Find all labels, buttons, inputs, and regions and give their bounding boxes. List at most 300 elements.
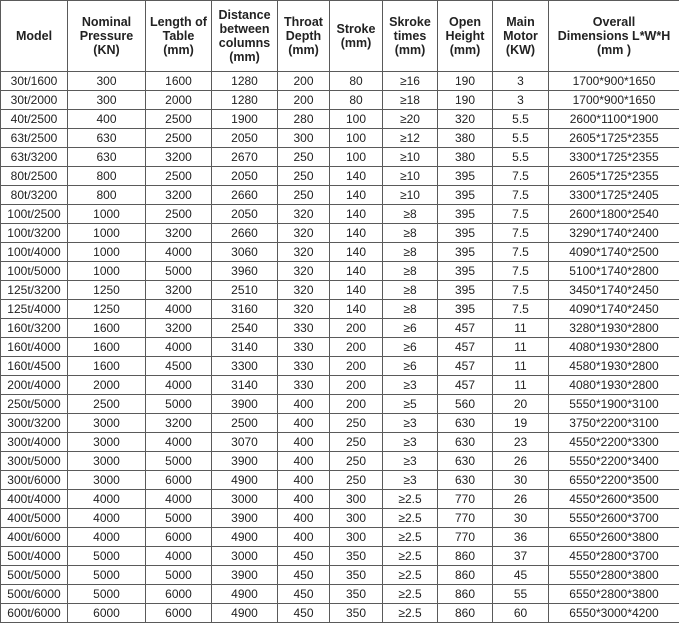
cell-overall-dimensions: 3300*1725*2355	[549, 148, 679, 167]
cell-main-motor: 7.5	[493, 186, 549, 205]
cell-throat-depth: 200	[278, 72, 330, 91]
header-stroke: Stroke (mm)	[330, 1, 383, 72]
cell-model: 80t/2500	[1, 167, 68, 186]
cell-main-motor: 7.5	[493, 205, 549, 224]
cell-distance-between-columns: 3160	[212, 300, 278, 319]
cell-main-motor: 7.5	[493, 262, 549, 281]
cell-model: 500t/5000	[1, 566, 68, 585]
table-row	[1, 281, 679, 300]
cell-stroke: 140	[330, 167, 383, 186]
cell-stroke: 250	[330, 471, 383, 490]
table-body	[1, 72, 679, 623]
table-row	[1, 566, 679, 585]
cell-open-height: 630	[438, 414, 493, 433]
cell-nominal-pressure: 1000	[68, 224, 146, 243]
cell-nominal-pressure: 1600	[68, 319, 146, 338]
cell-main-motor: 26	[493, 490, 549, 509]
cell-length-of-table: 6000	[146, 471, 212, 490]
cell-overall-dimensions: 5100*1740*2800	[549, 262, 679, 281]
cell-overall-dimensions: 1700*900*1650	[549, 72, 679, 91]
cell-stroke: 100	[330, 129, 383, 148]
cell-stroke: 200	[330, 357, 383, 376]
cell-stroke-times: ≥3	[383, 376, 438, 395]
cell-length-of-table: 2500	[146, 205, 212, 224]
header-stroke-times: Skroke times (mm)	[383, 1, 438, 72]
cell-distance-between-columns: 2670	[212, 148, 278, 167]
cell-overall-dimensions: 3300*1725*2405	[549, 186, 679, 205]
cell-stroke-times: ≥6	[383, 338, 438, 357]
cell-length-of-table: 5000	[146, 452, 212, 471]
table-row	[1, 91, 679, 110]
cell-nominal-pressure: 1000	[68, 262, 146, 281]
cell-distance-between-columns: 3000	[212, 547, 278, 566]
cell-length-of-table: 3200	[146, 186, 212, 205]
table-row	[1, 338, 679, 357]
cell-model: 63t/3200	[1, 148, 68, 167]
cell-distance-between-columns: 4900	[212, 471, 278, 490]
cell-distance-between-columns: 3140	[212, 338, 278, 357]
cell-nominal-pressure: 2000	[68, 376, 146, 395]
cell-model: 600t/6000	[1, 604, 68, 623]
cell-stroke: 350	[330, 566, 383, 585]
cell-overall-dimensions: 3290*1740*2400	[549, 224, 679, 243]
cell-overall-dimensions: 2605*1725*2355	[549, 167, 679, 186]
cell-length-of-table: 4000	[146, 433, 212, 452]
cell-model: 400t/5000	[1, 509, 68, 528]
cell-stroke: 200	[330, 376, 383, 395]
cell-stroke-times: ≥8	[383, 205, 438, 224]
cell-nominal-pressure: 1600	[68, 357, 146, 376]
cell-length-of-table: 6000	[146, 604, 212, 623]
cell-distance-between-columns: 3070	[212, 433, 278, 452]
cell-open-height: 395	[438, 167, 493, 186]
header-model: Model	[1, 1, 68, 72]
cell-nominal-pressure: 3000	[68, 471, 146, 490]
cell-length-of-table: 4000	[146, 243, 212, 262]
cell-open-height: 395	[438, 205, 493, 224]
cell-overall-dimensions: 6550*2800*3800	[549, 585, 679, 604]
cell-nominal-pressure: 4000	[68, 509, 146, 528]
cell-distance-between-columns: 2050	[212, 129, 278, 148]
cell-overall-dimensions: 4090*1740*2450	[549, 300, 679, 319]
cell-stroke-times: ≥18	[383, 91, 438, 110]
cell-stroke: 140	[330, 224, 383, 243]
cell-throat-depth: 300	[278, 129, 330, 148]
cell-main-motor: 7.5	[493, 281, 549, 300]
cell-main-motor: 11	[493, 319, 549, 338]
cell-overall-dimensions: 6550*2200*3500	[549, 471, 679, 490]
cell-throat-depth: 400	[278, 471, 330, 490]
cell-stroke-times: ≥2.5	[383, 604, 438, 623]
cell-distance-between-columns: 1280	[212, 91, 278, 110]
table-row	[1, 186, 679, 205]
cell-nominal-pressure: 3000	[68, 433, 146, 452]
cell-nominal-pressure: 3000	[68, 414, 146, 433]
cell-length-of-table: 4000	[146, 300, 212, 319]
cell-throat-depth: 200	[278, 91, 330, 110]
cell-overall-dimensions: 3750*2200*3100	[549, 414, 679, 433]
cell-main-motor: 30	[493, 509, 549, 528]
cell-throat-depth: 400	[278, 490, 330, 509]
header-row	[1, 1, 679, 72]
cell-throat-depth: 250	[278, 148, 330, 167]
cell-main-motor: 30	[493, 471, 549, 490]
cell-length-of-table: 6000	[146, 528, 212, 547]
cell-distance-between-columns: 2660	[212, 186, 278, 205]
cell-overall-dimensions: 4580*1930*2800	[549, 357, 679, 376]
cell-model: 100t/4000	[1, 243, 68, 262]
cell-stroke-times: ≥6	[383, 319, 438, 338]
cell-open-height: 630	[438, 433, 493, 452]
cell-nominal-pressure: 1250	[68, 300, 146, 319]
cell-distance-between-columns: 1900	[212, 110, 278, 129]
header-open-height: Open Height (mm)	[438, 1, 493, 72]
cell-length-of-table: 4000	[146, 338, 212, 357]
cell-nominal-pressure: 5000	[68, 547, 146, 566]
cell-distance-between-columns: 3000	[212, 490, 278, 509]
cell-overall-dimensions: 4550*2800*3700	[549, 547, 679, 566]
cell-open-height: 860	[438, 604, 493, 623]
cell-length-of-table: 4000	[146, 376, 212, 395]
cell-length-of-table: 3200	[146, 148, 212, 167]
cell-overall-dimensions: 4550*2200*3300	[549, 433, 679, 452]
cell-throat-depth: 330	[278, 338, 330, 357]
cell-distance-between-columns: 2050	[212, 205, 278, 224]
cell-throat-depth: 330	[278, 376, 330, 395]
cell-stroke: 200	[330, 338, 383, 357]
cell-throat-depth: 320	[278, 300, 330, 319]
cell-stroke-times: ≥2.5	[383, 566, 438, 585]
cell-stroke: 250	[330, 433, 383, 452]
table-row	[1, 167, 679, 186]
table-row	[1, 528, 679, 547]
table-row	[1, 376, 679, 395]
cell-model: 160t/4500	[1, 357, 68, 376]
cell-main-motor: 11	[493, 376, 549, 395]
cell-model: 500t/4000	[1, 547, 68, 566]
cell-distance-between-columns: 4900	[212, 585, 278, 604]
cell-throat-depth: 320	[278, 281, 330, 300]
cell-model: 300t/3200	[1, 414, 68, 433]
cell-open-height: 190	[438, 72, 493, 91]
cell-nominal-pressure: 630	[68, 148, 146, 167]
table-row	[1, 319, 679, 338]
cell-stroke-times: ≥5	[383, 395, 438, 414]
cell-open-height: 190	[438, 91, 493, 110]
cell-open-height: 320	[438, 110, 493, 129]
header-nominal-pressure: Nominal Pressure (KN)	[68, 1, 146, 72]
cell-stroke: 300	[330, 490, 383, 509]
cell-distance-between-columns: 3060	[212, 243, 278, 262]
cell-throat-depth: 320	[278, 224, 330, 243]
cell-stroke: 250	[330, 414, 383, 433]
cell-throat-depth: 450	[278, 604, 330, 623]
cell-open-height: 380	[438, 129, 493, 148]
cell-model: 500t/6000	[1, 585, 68, 604]
cell-model: 63t/2500	[1, 129, 68, 148]
cell-stroke: 350	[330, 585, 383, 604]
cell-throat-depth: 320	[278, 243, 330, 262]
cell-throat-depth: 450	[278, 585, 330, 604]
cell-length-of-table: 3200	[146, 414, 212, 433]
table-row	[1, 490, 679, 509]
cell-open-height: 860	[438, 547, 493, 566]
table-row	[1, 72, 679, 91]
cell-overall-dimensions: 6550*2600*3800	[549, 528, 679, 547]
cell-distance-between-columns: 2540	[212, 319, 278, 338]
cell-open-height: 395	[438, 243, 493, 262]
table-row	[1, 224, 679, 243]
cell-main-motor: 26	[493, 452, 549, 471]
table-row	[1, 414, 679, 433]
cell-model: 200t/4000	[1, 376, 68, 395]
cell-main-motor: 7.5	[493, 167, 549, 186]
cell-length-of-table: 1600	[146, 72, 212, 91]
cell-main-motor: 7.5	[493, 224, 549, 243]
cell-throat-depth: 400	[278, 509, 330, 528]
cell-model: 125t/4000	[1, 300, 68, 319]
cell-overall-dimensions: 2600*1100*1900	[549, 110, 679, 129]
cell-nominal-pressure: 5000	[68, 585, 146, 604]
cell-stroke-times: ≥2.5	[383, 528, 438, 547]
cell-stroke-times: ≥8	[383, 300, 438, 319]
cell-distance-between-columns: 2050	[212, 167, 278, 186]
cell-model: 160t/4000	[1, 338, 68, 357]
cell-distance-between-columns: 3900	[212, 566, 278, 585]
cell-main-motor: 20	[493, 395, 549, 414]
header-distance-between-columns: Distance between columns (mm)	[212, 1, 278, 72]
cell-nominal-pressure: 300	[68, 91, 146, 110]
cell-open-height: 860	[438, 585, 493, 604]
cell-stroke-times: ≥8	[383, 262, 438, 281]
cell-overall-dimensions: 4080*1930*2800	[549, 376, 679, 395]
cell-nominal-pressure: 400	[68, 110, 146, 129]
cell-distance-between-columns: 3960	[212, 262, 278, 281]
cell-stroke-times: ≥3	[383, 471, 438, 490]
cell-open-height: 770	[438, 528, 493, 547]
cell-open-height: 560	[438, 395, 493, 414]
cell-stroke: 80	[330, 91, 383, 110]
cell-nominal-pressure: 630	[68, 129, 146, 148]
cell-model: 400t/6000	[1, 528, 68, 547]
cell-throat-depth: 320	[278, 205, 330, 224]
cell-stroke-times: ≥2.5	[383, 585, 438, 604]
cell-model: 300t/4000	[1, 433, 68, 452]
cell-open-height: 457	[438, 376, 493, 395]
cell-stroke: 140	[330, 281, 383, 300]
cell-open-height: 860	[438, 566, 493, 585]
cell-open-height: 395	[438, 300, 493, 319]
cell-stroke-times: ≥3	[383, 414, 438, 433]
cell-open-height: 630	[438, 452, 493, 471]
cell-open-height: 770	[438, 509, 493, 528]
cell-open-height: 395	[438, 186, 493, 205]
cell-length-of-table: 3200	[146, 224, 212, 243]
cell-stroke: 140	[330, 243, 383, 262]
cell-stroke: 140	[330, 262, 383, 281]
cell-nominal-pressure: 800	[68, 186, 146, 205]
cell-throat-depth: 400	[278, 414, 330, 433]
cell-length-of-table: 2500	[146, 167, 212, 186]
cell-stroke-times: ≥20	[383, 110, 438, 129]
cell-open-height: 395	[438, 281, 493, 300]
cell-model: 300t/5000	[1, 452, 68, 471]
table-row	[1, 110, 679, 129]
cell-overall-dimensions: 2605*1725*2355	[549, 129, 679, 148]
cell-length-of-table: 2500	[146, 110, 212, 129]
cell-open-height: 770	[438, 490, 493, 509]
cell-throat-depth: 450	[278, 566, 330, 585]
cell-main-motor: 7.5	[493, 300, 549, 319]
table-row	[1, 585, 679, 604]
cell-nominal-pressure: 1000	[68, 205, 146, 224]
cell-overall-dimensions: 3280*1930*2800	[549, 319, 679, 338]
cell-stroke: 140	[330, 300, 383, 319]
cell-throat-depth: 280	[278, 110, 330, 129]
cell-overall-dimensions: 1700*900*1650	[549, 91, 679, 110]
cell-stroke: 80	[330, 72, 383, 91]
cell-open-height: 457	[438, 319, 493, 338]
cell-distance-between-columns: 3900	[212, 395, 278, 414]
cell-throat-depth: 250	[278, 167, 330, 186]
cell-length-of-table: 5000	[146, 262, 212, 281]
cell-stroke-times: ≥3	[383, 433, 438, 452]
cell-model: 30t/2000	[1, 91, 68, 110]
cell-open-height: 457	[438, 357, 493, 376]
cell-length-of-table: 2500	[146, 129, 212, 148]
table-header	[1, 1, 679, 72]
cell-distance-between-columns: 4900	[212, 528, 278, 547]
header-main-motor: Main Motor (KW)	[493, 1, 549, 72]
cell-stroke: 140	[330, 186, 383, 205]
cell-length-of-table: 5000	[146, 395, 212, 414]
cell-overall-dimensions: 4090*1740*2500	[549, 243, 679, 262]
cell-stroke-times: ≥6	[383, 357, 438, 376]
cell-stroke: 250	[330, 452, 383, 471]
table-row	[1, 547, 679, 566]
cell-model: 100t/2500	[1, 205, 68, 224]
cell-model: 160t/3200	[1, 319, 68, 338]
cell-main-motor: 23	[493, 433, 549, 452]
cell-throat-depth: 320	[278, 262, 330, 281]
cell-nominal-pressure: 1600	[68, 338, 146, 357]
cell-distance-between-columns: 2660	[212, 224, 278, 243]
cell-overall-dimensions: 2600*1800*2540	[549, 205, 679, 224]
cell-stroke-times: ≥8	[383, 281, 438, 300]
cell-distance-between-columns: 3900	[212, 452, 278, 471]
cell-throat-depth: 450	[278, 547, 330, 566]
cell-open-height: 395	[438, 224, 493, 243]
cell-nominal-pressure: 5000	[68, 566, 146, 585]
cell-main-motor: 5.5	[493, 148, 549, 167]
cell-overall-dimensions: 5550*2200*3400	[549, 452, 679, 471]
cell-length-of-table: 3200	[146, 281, 212, 300]
cell-main-motor: 36	[493, 528, 549, 547]
cell-stroke-times: ≥16	[383, 72, 438, 91]
cell-throat-depth: 330	[278, 357, 330, 376]
cell-stroke-times: ≥12	[383, 129, 438, 148]
table-row	[1, 509, 679, 528]
cell-nominal-pressure: 1000	[68, 243, 146, 262]
cell-nominal-pressure: 2500	[68, 395, 146, 414]
cell-length-of-table: 4000	[146, 547, 212, 566]
cell-nominal-pressure: 3000	[68, 452, 146, 471]
cell-main-motor: 37	[493, 547, 549, 566]
cell-distance-between-columns: 3140	[212, 376, 278, 395]
cell-length-of-table: 2000	[146, 91, 212, 110]
cell-stroke-times: ≥8	[383, 224, 438, 243]
cell-stroke-times: ≥10	[383, 186, 438, 205]
cell-model: 300t/6000	[1, 471, 68, 490]
cell-open-height: 457	[438, 338, 493, 357]
cell-nominal-pressure: 800	[68, 167, 146, 186]
cell-main-motor: 11	[493, 338, 549, 357]
cell-overall-dimensions: 5550*1900*3100	[549, 395, 679, 414]
table-row	[1, 433, 679, 452]
cell-main-motor: 5.5	[493, 110, 549, 129]
cell-stroke: 350	[330, 547, 383, 566]
cell-stroke-times: ≥2.5	[383, 547, 438, 566]
cell-open-height: 395	[438, 262, 493, 281]
cell-stroke: 300	[330, 509, 383, 528]
cell-main-motor: 7.5	[493, 243, 549, 262]
cell-stroke-times: ≥2.5	[383, 490, 438, 509]
cell-distance-between-columns: 2500	[212, 414, 278, 433]
table-row	[1, 205, 679, 224]
cell-model: 30t/1600	[1, 72, 68, 91]
cell-throat-depth: 400	[278, 395, 330, 414]
cell-stroke: 200	[330, 319, 383, 338]
cell-overall-dimensions: 5550*2600*3700	[549, 509, 679, 528]
cell-throat-depth: 400	[278, 433, 330, 452]
cell-main-motor: 5.5	[493, 129, 549, 148]
cell-main-motor: 19	[493, 414, 549, 433]
table-row	[1, 129, 679, 148]
cell-stroke: 140	[330, 205, 383, 224]
cell-distance-between-columns: 1280	[212, 72, 278, 91]
cell-overall-dimensions: 3450*1740*2450	[549, 281, 679, 300]
cell-stroke: 300	[330, 528, 383, 547]
cell-model: 100t/3200	[1, 224, 68, 243]
cell-distance-between-columns: 3900	[212, 509, 278, 528]
header-length-of-table: Length of Table (mm)	[146, 1, 212, 72]
cell-nominal-pressure: 4000	[68, 490, 146, 509]
cell-stroke: 100	[330, 148, 383, 167]
table-row	[1, 357, 679, 376]
cell-open-height: 380	[438, 148, 493, 167]
table-row	[1, 262, 679, 281]
cell-stroke-times: ≥10	[383, 167, 438, 186]
cell-length-of-table: 4000	[146, 490, 212, 509]
cell-overall-dimensions: 6550*3000*4200	[549, 604, 679, 623]
cell-model: 80t/3200	[1, 186, 68, 205]
cell-length-of-table: 5000	[146, 566, 212, 585]
cell-overall-dimensions: 4080*1930*2800	[549, 338, 679, 357]
table-row	[1, 395, 679, 414]
header-throat-depth: Throat Depth (mm)	[278, 1, 330, 72]
table-row	[1, 604, 679, 623]
cell-throat-depth: 400	[278, 528, 330, 547]
cell-throat-depth: 400	[278, 452, 330, 471]
cell-distance-between-columns: 4900	[212, 604, 278, 623]
cell-main-motor: 3	[493, 91, 549, 110]
cell-model: 100t/5000	[1, 262, 68, 281]
cell-stroke: 100	[330, 110, 383, 129]
table-row	[1, 148, 679, 167]
cell-main-motor: 55	[493, 585, 549, 604]
cell-nominal-pressure: 6000	[68, 604, 146, 623]
cell-main-motor: 3	[493, 72, 549, 91]
